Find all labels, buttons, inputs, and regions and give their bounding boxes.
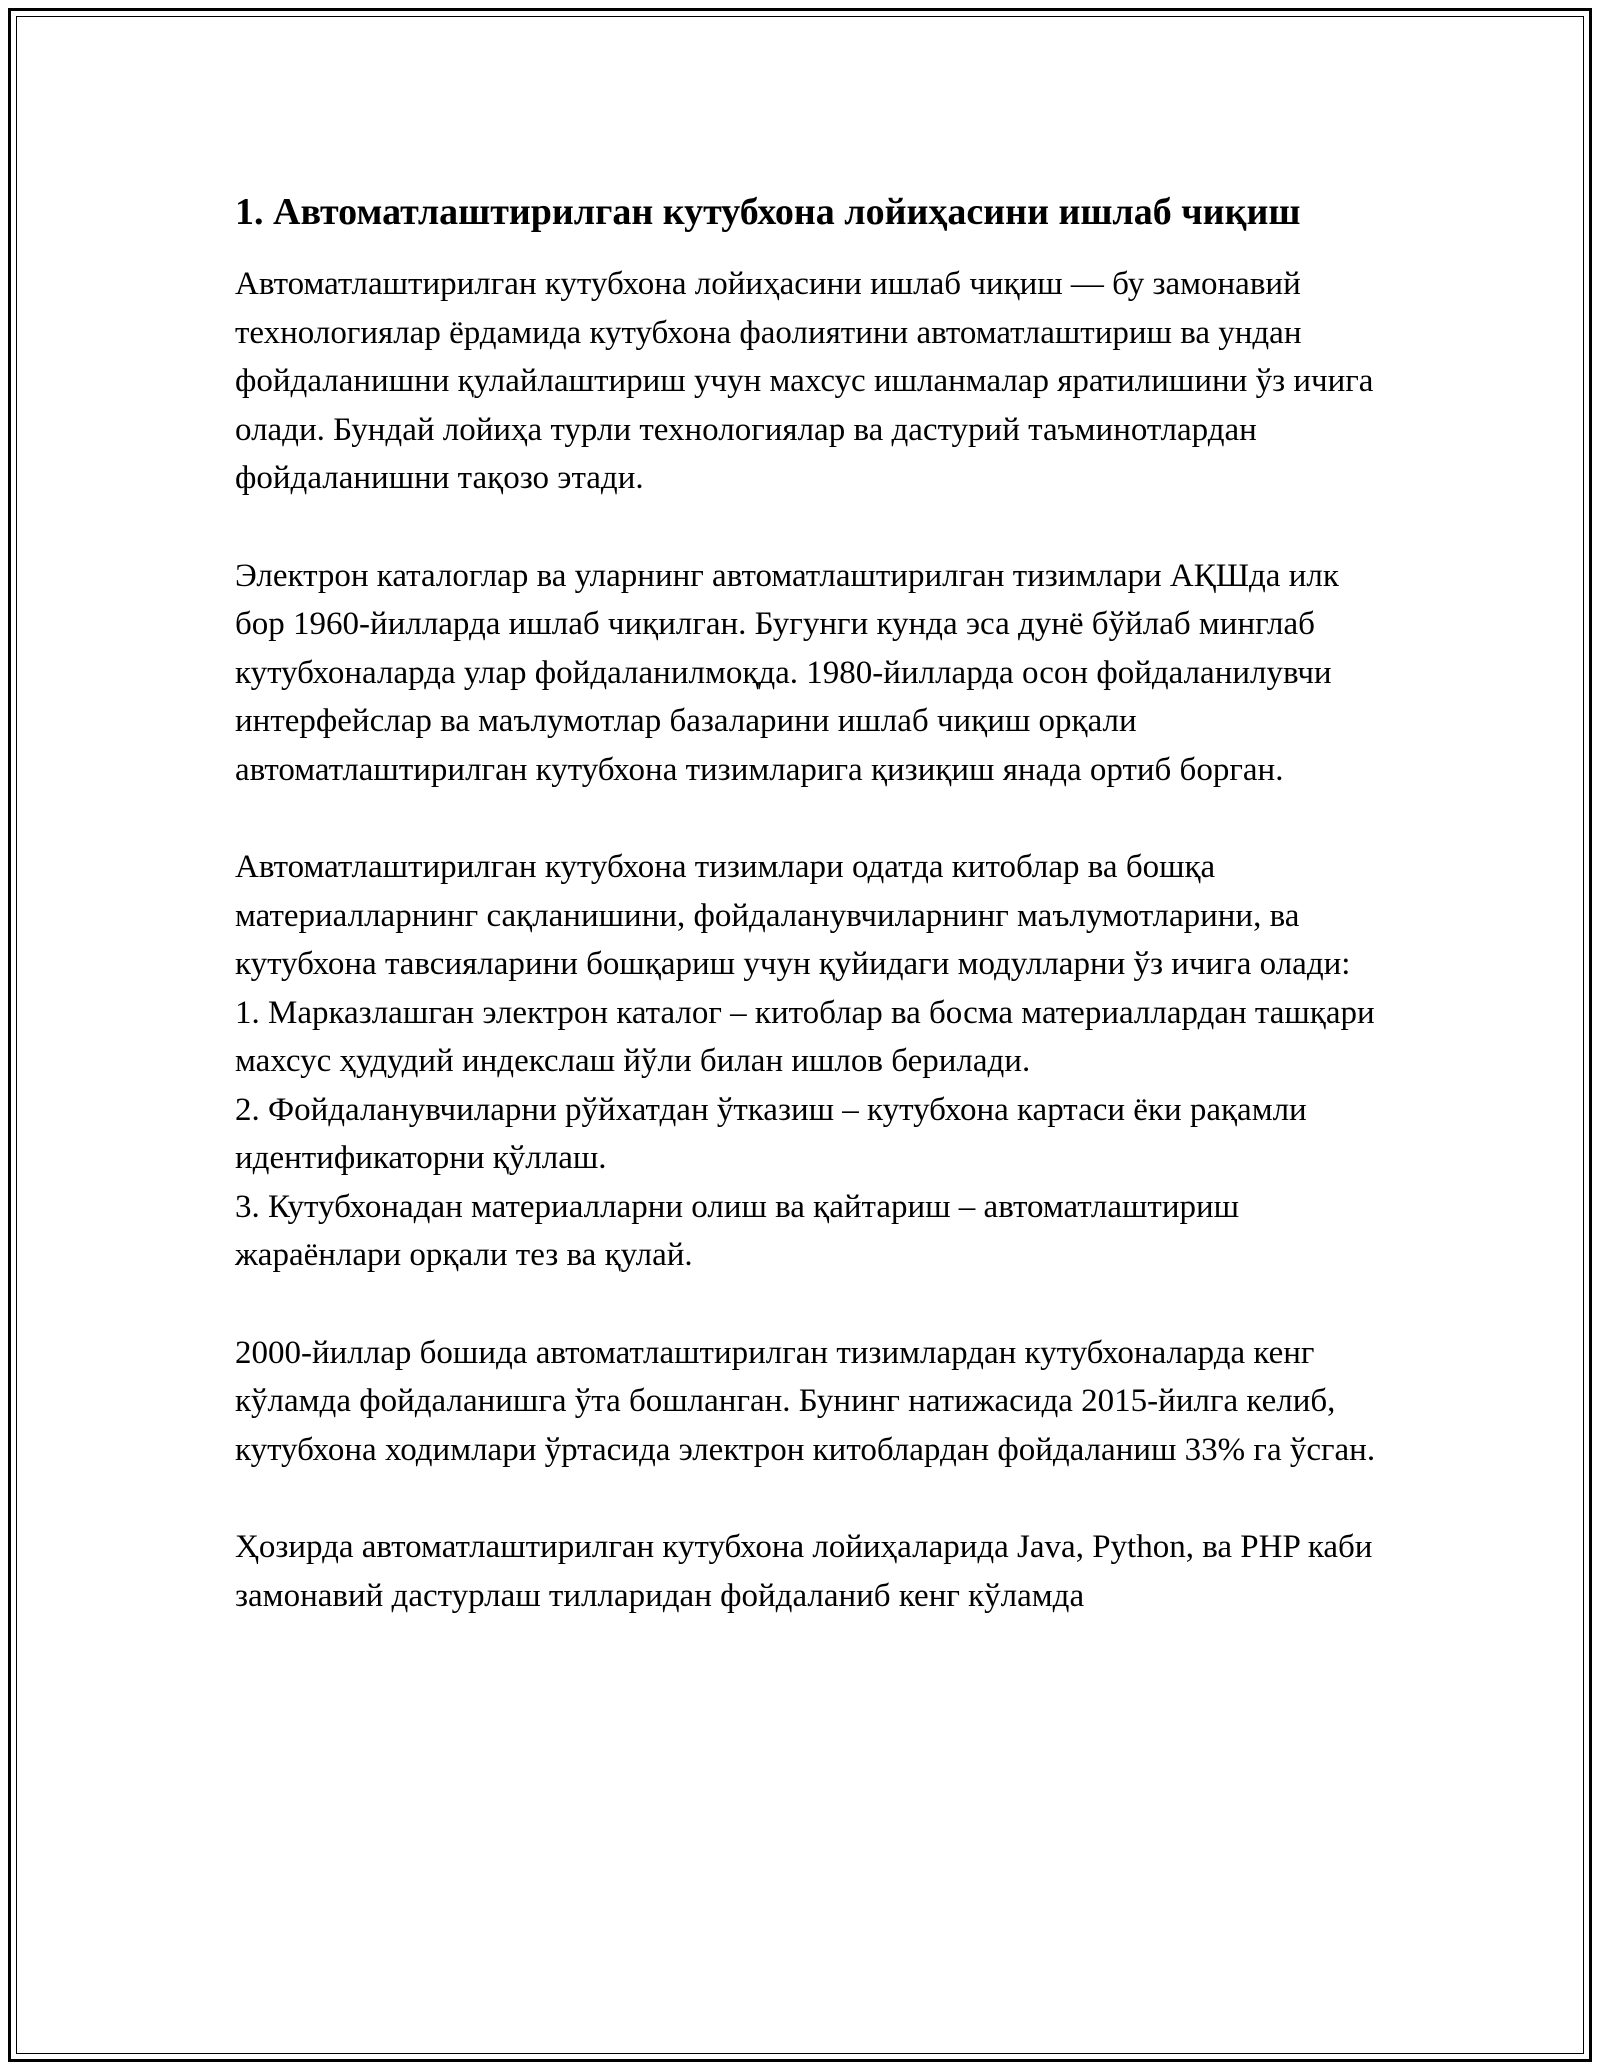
document-body <box>235 185 1395 1669</box>
list-item-circulation: 3. Кутубхонадан материалларни олиш ва қайтариш – автоматлаштириш жараёнлари орқали тез ва қулай. <box>235 1188 1240 1273</box>
list-item-registration: 2. Фойдаланувчиларни рўйхатдан ўтказиш – кутубхона картаси ёки рақамли идентификаторни қўллаш. <box>235 1091 1307 1176</box>
document-title: 1. Автоматлаштирилган кутубхона лойиҳасини ишлаб чиқиш <box>235 191 1301 233</box>
paragraph-modules <box>235 843 1395 1280</box>
paragraph-adoption <box>235 1329 1395 1475</box>
paragraph-line: Электрон каталоглар ва уларнинг автоматлаштирилган тизимлари АҚШда илк бор 1960-йилларда ишлаб чиқилган. Бугунги кунда эса дунё бўйлаб минглаб кутубхоналарда улар фойдаланилмоқда. 1980-йилларда осон фойдаланилувчи интерфейслар ва маълумотлар базаларини ишлаб чиқиш орқали автоматлаштирилган кутубхона тизимларига қизиқиш янада ортиб борган. <box>235 557 1339 788</box>
paragraph-line: Автоматлаштирилган кутубхона тизимлари одатда китоблар ва бошқа материалларнинг сақланишини, фойдаланувчиларнинг маълумотларини, ва кутубхона тавсияларини бошқариш учун қуйидаги модулларни ўз ичига олади: <box>235 849 1351 982</box>
paragraph-technologies <box>235 1523 1395 1620</box>
paragraph-line: Автоматлаштирилган кутубхона лойиҳасини ишлаб чиқиш — бу замонавий технологиялар ёрдамида кутубхона фаолиятини автоматлаштириш ва ундан фойдаланишни қулайлаштириш учун махсус ишланмалар яратилишини ўз ичига олади. Бундай лойиҳа турли технологиялар ва дастурий таъминотлардан фойдаланишни тақозо этади. <box>235 266 1374 496</box>
paragraph-intro <box>235 260 1395 503</box>
paragraph-line: 2000-йиллар бошида автоматлаштирилган тизимлардан кутубхоналарда кенг кўламда фойдаланишга ўта бошланган. Бунинг натижасида 2015-йилга келиб, кутубхона ходимлари ўртасида электрон китоблардан фойдаланиш 33% га ўсган. <box>235 1334 1376 1468</box>
paragraph-line: Ҳозирда автоматлаштирилган кутубхона лойиҳаларида Java, Python, ва PHP каби замонавий дастурлаш тилларидан фойдаланиб кенг кўламда <box>235 1529 1373 1614</box>
list-item-catalog: 1. Марказлашган электрон каталог – китоблар ва босма материаллардан ташқари махсус ҳудудий индекслаш йўли билан ишлов берилади. <box>235 994 1375 1079</box>
paragraph-history <box>235 552 1395 795</box>
